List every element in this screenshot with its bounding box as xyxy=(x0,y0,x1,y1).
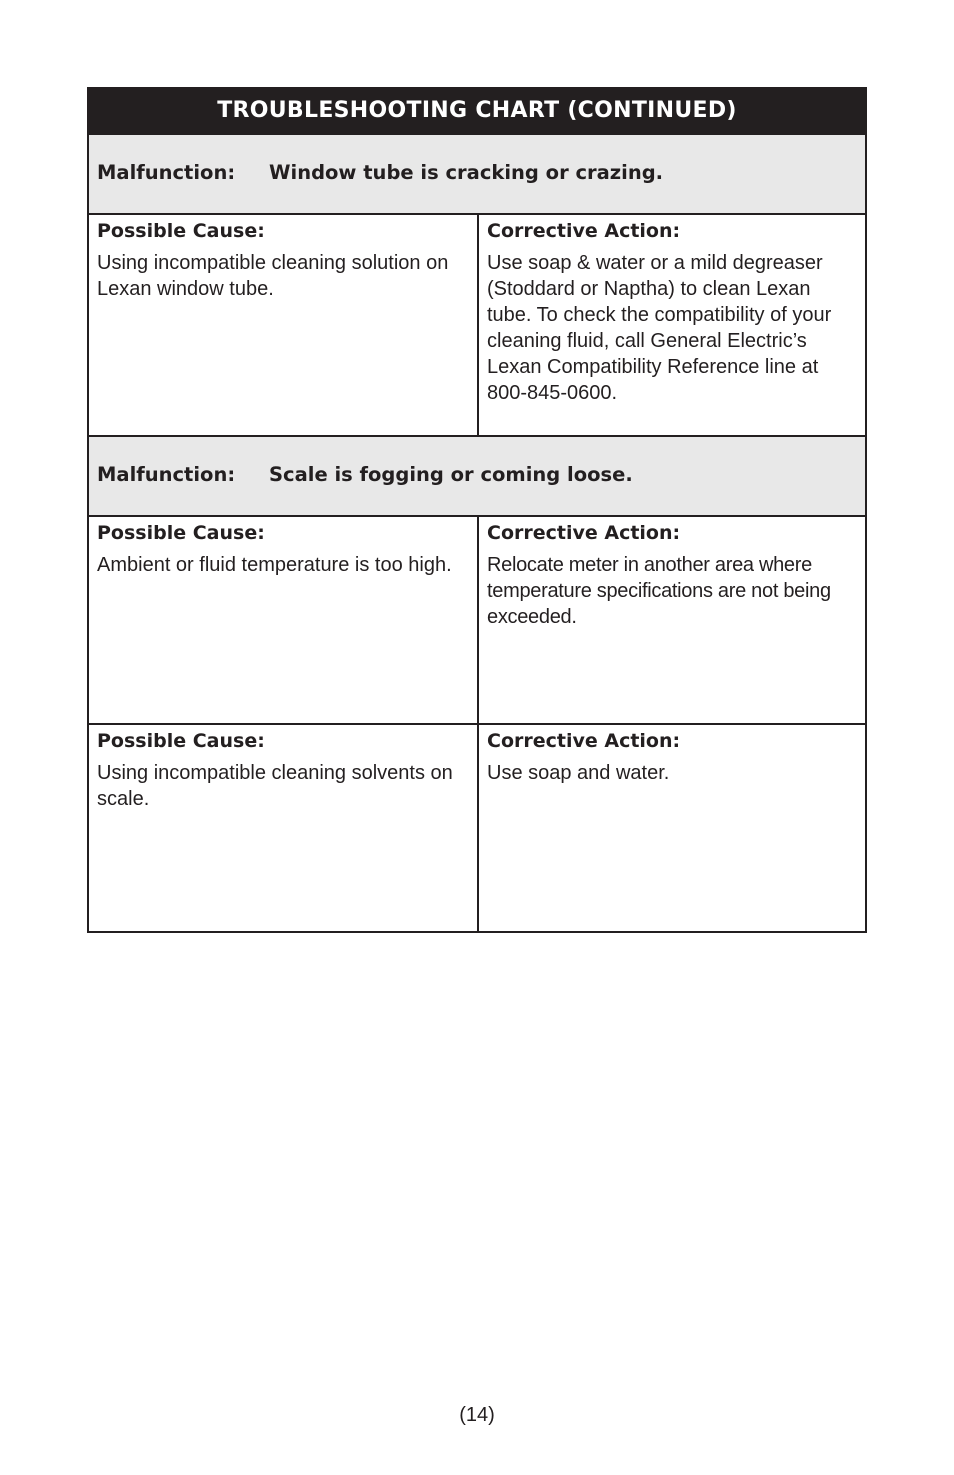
corrective-action-text: Relocate meter in another area where temperature specifications are not being exceeded. xyxy=(487,554,831,628)
table-row xyxy=(89,517,865,725)
possible-cause-cell xyxy=(89,725,477,931)
malfunction-label: Malfunction: xyxy=(97,161,236,184)
corrective-action-label: Corrective Action: xyxy=(487,730,681,752)
page-number: (14) xyxy=(459,1404,495,1426)
malfunction-header xyxy=(89,135,865,215)
possible-cause-label: Possible Cause: xyxy=(97,730,265,752)
possible-cause-cell xyxy=(89,215,477,435)
possible-cause-cell xyxy=(89,517,477,723)
troubleshooting-chart xyxy=(87,87,867,933)
corrective-action-cell xyxy=(477,517,865,723)
possible-cause-text: Ambient or fluid temperature is too high. xyxy=(97,554,452,576)
corrective-action-label: Corrective Action: xyxy=(487,220,681,242)
corrective-action-cell xyxy=(477,215,865,435)
possible-cause-label: Possible Cause: xyxy=(97,220,265,242)
possible-cause-label: Possible Cause: xyxy=(97,522,265,544)
corrective-action-label: Corrective Action: xyxy=(487,522,681,544)
corrective-action-text: Use soap & water or a mild degreaser (Stoddard or Naptha) to clean Lexan tube. To check the compatibility of your cleaning fluid, call General Electric’s Lexan Compatibility Reference line at 800-845-0600. xyxy=(487,252,832,404)
possible-cause-text: Using incompatible cleaning solution on Lexan window tube. xyxy=(97,252,449,300)
table-row xyxy=(89,215,865,437)
corrective-action-cell xyxy=(477,725,865,931)
malfunction-text: Window tube is cracking or crazing. xyxy=(269,161,664,184)
possible-cause-text: Using incompatible cleaning solvents on scale. xyxy=(97,762,453,810)
corrective-action-text: Use soap and water. xyxy=(487,762,670,784)
chart-title: TROUBLESHOOTING CHART (CONTINUED) xyxy=(89,89,865,135)
table-row xyxy=(89,725,865,933)
malfunction-text: Scale is fogging or coming loose. xyxy=(269,463,633,486)
malfunction-label: Malfunction: xyxy=(97,463,236,486)
malfunction-header xyxy=(89,437,865,517)
